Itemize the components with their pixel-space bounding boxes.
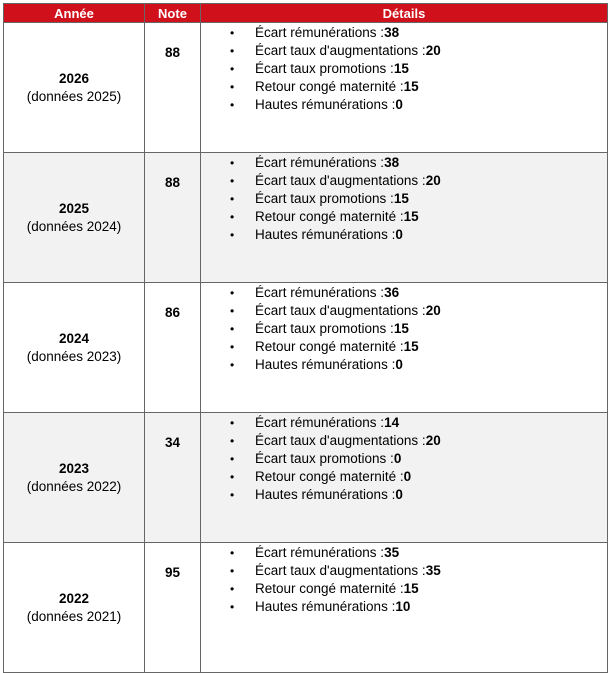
bullet-icon: •	[230, 358, 235, 372]
list-item	[201, 190, 607, 208]
year-cell	[4, 543, 145, 673]
item-label: Écart taux d'augmentations :	[255, 563, 426, 578]
item-value: 15	[393, 191, 409, 206]
table-row	[4, 413, 608, 543]
bullet-icon: •	[230, 322, 235, 336]
bullet-icon: •	[230, 546, 235, 560]
bullet-icon: •	[230, 62, 235, 76]
list-item	[201, 302, 607, 320]
bullet-icon: •	[230, 416, 235, 430]
data-year-label: (données 2025)	[26, 88, 122, 104]
item-label: Écart taux promotions :	[255, 321, 394, 336]
year-cell	[4, 23, 145, 153]
item-value: 38	[384, 155, 400, 170]
data-year-label: (données 2021)	[26, 608, 122, 624]
item-value: 0	[393, 451, 402, 466]
item-label: Écart rémunérations :	[255, 285, 385, 300]
item-label: Écart taux promotions :	[255, 61, 394, 76]
details-cell	[201, 413, 608, 543]
header-row	[4, 4, 608, 23]
item-value: 0	[395, 357, 403, 372]
list-item	[201, 338, 607, 356]
item-value: 15	[403, 209, 419, 224]
list-item	[201, 320, 607, 338]
details-cell	[201, 543, 608, 673]
item-label: Hautes rémunérations :	[255, 487, 396, 502]
bullet-icon: •	[230, 488, 235, 502]
item-value: 0	[395, 487, 403, 502]
item-value: 20	[425, 303, 441, 318]
list-item	[201, 598, 607, 616]
item-value: 35	[384, 545, 400, 560]
bullet-icon: •	[230, 434, 235, 448]
year-cell	[4, 153, 145, 283]
table-row	[4, 283, 608, 413]
item-label: Hautes rémunérations :	[255, 357, 396, 372]
item-label: Hautes rémunérations :	[255, 599, 396, 614]
item-value: 14	[384, 415, 400, 430]
bullet-icon: •	[230, 44, 235, 58]
bullet-icon: •	[230, 286, 235, 300]
bullet-icon: •	[230, 174, 235, 188]
year-cell	[4, 283, 145, 413]
list-item	[201, 42, 607, 60]
note-value: 34	[145, 413, 201, 543]
item-label: Retour congé maternité :	[255, 581, 404, 596]
bullet-icon: •	[230, 304, 235, 318]
bullet-icon: •	[230, 192, 235, 206]
list-item	[201, 172, 607, 190]
item-label: Écart taux promotions :	[255, 191, 394, 206]
data-year-label: (données 2023)	[26, 348, 122, 364]
bullet-icon: •	[230, 210, 235, 224]
item-value: 20	[425, 43, 441, 58]
data-year-label: (données 2022)	[26, 478, 122, 494]
list-item	[201, 580, 607, 598]
item-label: Hautes rémunérations :	[255, 97, 396, 112]
item-label: Écart taux promotions :	[255, 451, 394, 466]
note-value: 88	[145, 153, 201, 283]
item-label: Écart taux d'augmentations :	[255, 173, 426, 188]
item-value: 15	[403, 581, 419, 596]
year-value: 2026	[58, 70, 90, 86]
item-label: Écart rémunérations :	[255, 545, 385, 560]
list-item	[201, 468, 607, 486]
bullet-icon: •	[230, 452, 235, 466]
note-value: 95	[145, 543, 201, 673]
item-label: Retour congé maternité :	[255, 469, 404, 484]
item-value: 15	[403, 339, 419, 354]
list-item	[201, 486, 607, 504]
item-value: 15	[393, 61, 409, 76]
list-item	[201, 154, 607, 172]
item-value: 15	[403, 79, 419, 94]
header-note: Note	[145, 4, 201, 23]
table-row	[4, 23, 608, 153]
item-label: Écart taux d'augmentations :	[255, 433, 426, 448]
note-value: 86	[145, 283, 201, 413]
list-item	[201, 414, 607, 432]
item-label: Retour congé maternité :	[255, 79, 404, 94]
year-value: 2023	[58, 460, 90, 476]
bullet-icon: •	[230, 98, 235, 112]
note-value: 88	[145, 23, 201, 153]
item-value: 0	[395, 97, 403, 112]
data-year-label: (données 2024)	[26, 218, 122, 234]
year-value: 2022	[58, 590, 90, 606]
list-item	[201, 356, 607, 374]
details-cell	[201, 153, 608, 283]
item-value: 36	[384, 285, 400, 300]
item-value: 20	[425, 173, 441, 188]
list-item	[201, 284, 607, 302]
index-table	[3, 3, 608, 673]
table-row	[4, 153, 608, 283]
list-item	[201, 562, 607, 580]
list-item	[201, 24, 607, 42]
list-item	[201, 60, 607, 78]
item-label: Écart rémunérations :	[255, 415, 385, 430]
header-details: Détails	[201, 4, 608, 23]
details-cell	[201, 283, 608, 413]
bullet-icon: •	[230, 228, 235, 242]
item-label: Retour congé maternité :	[255, 339, 404, 354]
item-label: Retour congé maternité :	[255, 209, 404, 224]
item-value: 38	[384, 25, 400, 40]
year-cell	[4, 413, 145, 543]
list-item	[201, 432, 607, 450]
item-value: 10	[395, 599, 411, 614]
details-list	[201, 543, 607, 616]
year-value: 2024	[58, 330, 90, 346]
details-list	[201, 283, 607, 374]
bullet-icon: •	[230, 80, 235, 94]
list-item	[201, 78, 607, 96]
year-value: 2025	[58, 200, 90, 216]
details-cell	[201, 23, 608, 153]
bullet-icon: •	[230, 470, 235, 484]
list-item	[201, 226, 607, 244]
item-label: Hautes rémunérations :	[255, 227, 396, 242]
item-label: Écart taux d'augmentations :	[255, 303, 426, 318]
details-list	[201, 413, 607, 504]
list-item	[201, 450, 607, 468]
list-item	[201, 96, 607, 114]
bullet-icon: •	[230, 26, 235, 40]
bullet-icon: •	[230, 156, 235, 170]
item-label: Écart taux d'augmentations :	[255, 43, 426, 58]
item-value: 35	[425, 563, 441, 578]
list-item	[201, 208, 607, 226]
details-list	[201, 153, 607, 244]
item-value: 15	[393, 321, 409, 336]
item-value: 0	[395, 227, 403, 242]
item-value: 0	[403, 469, 412, 484]
bullet-icon: •	[230, 600, 235, 614]
bullet-icon: •	[230, 564, 235, 578]
table-row	[4, 543, 608, 673]
item-value: 20	[425, 433, 441, 448]
bullet-icon: •	[230, 582, 235, 596]
item-label: Écart rémunérations :	[255, 25, 385, 40]
item-label: Écart rémunérations :	[255, 155, 385, 170]
details-list	[201, 23, 607, 114]
header-year: Année	[4, 4, 145, 23]
bullet-icon: •	[230, 340, 235, 354]
